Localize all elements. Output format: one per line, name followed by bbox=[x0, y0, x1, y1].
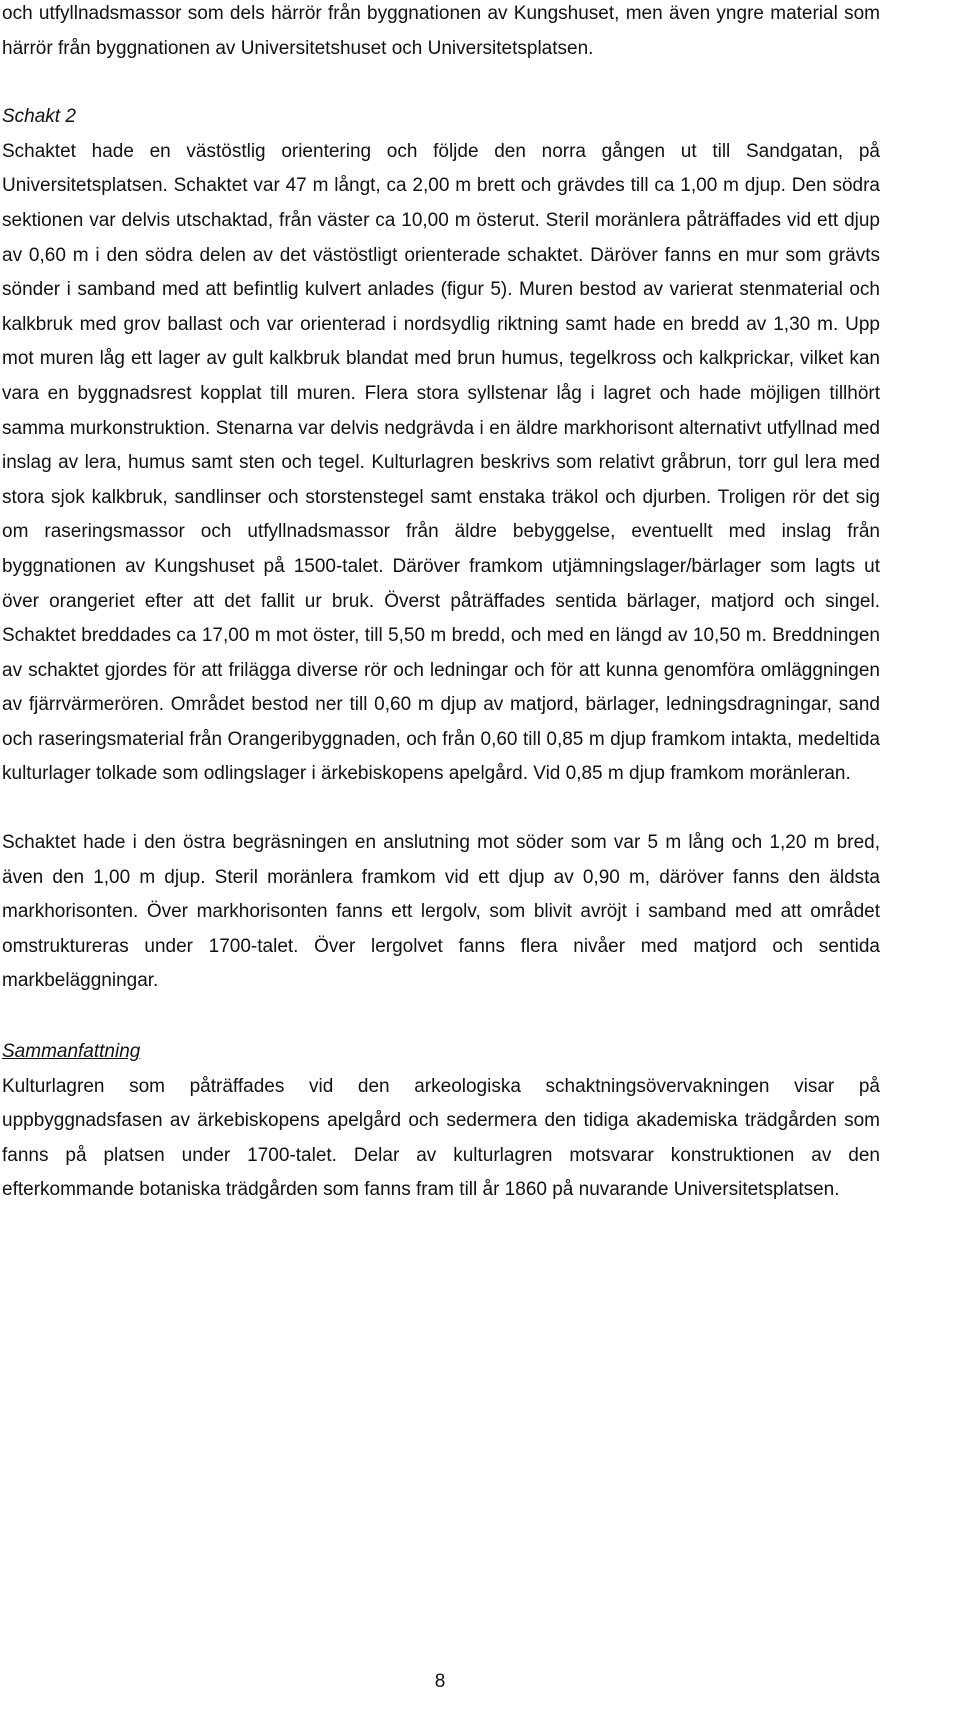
eastern-extension-paragraph: Schaktet hade i den östra begräsningen en anslutning mot söder som var 5 m lång och 1,20 m bred, även den 1,00 m djup. Steril moränlera framkom vid ett djup av 0,90 m, däröver fanns den äldsta markhorisonten. Över markhorisonten fanns ett lergolv, som blivit avröjt i samband med att området omstruktureras under 1700-talet. Över lergolvet fanns flera nivåer med matjord och sentida markbeläggningar. bbox=[2, 832, 880, 992]
section-heading-schakt-2: Schakt 2 bbox=[2, 106, 76, 128]
spacer bbox=[2, 792, 880, 826]
spacer bbox=[2, 66, 880, 100]
summary-paragraph: Kulturlagren som påträffades vid den arkeologiska schaktningsövervakningen visar på uppbyggnadsfasen av ärkebiskopens apelgård och sedermera den tidiga akademiska trädgården som fanns på platsen under 1700-talet. Delar av kulturlagren motsvarar konstruktionen av den efterkommande botaniska trädgården som fanns fram till år 1860 på nuvarande Universitetsplatsen. bbox=[2, 1075, 880, 1201]
schakt-2-paragraph: Schaktet hade en västöstlig orientering och följde den norra gången ut till Sandgatan, på Universitetsplatsen. Schaktet var 47 m långt, ca 2,00 m brett och grävdes till ca 1,00 m djup. Den södra sektionen var delvis utschaktad, från väster ca 10,00 m österut. Steril moränlera påträffades vid ett djup av 0,60 m i den södra delen av det västöstligt orienterade schaktet. Däröver fanns en mur som grävts sönder i samband med att befintlig kulvert anlades (figur 5). Muren bestod av varierat stenmaterial och kalkbruk med grov ballast och var orienterad i nordsydlig riktning samt hade en bredd av 1,30 m. Upp mot muren låg ett lager av gult kalkbruk blandat med brun humus, tegelkross och kalkprickar, vilket kan vara en byggnadsrest kopplat till muren. Flera stora syllstenar låg i lagret och hade möjligen tillhört samma murkonstruktion. Stenarna var delvis nedgrävda i en äldre markhorisont alternativt utfyllnad med inslag av lera, humus samt sten och tegel. Kulturlagren beskrivs som relativt gråbrun, torr gul lera med stora sjok kalkbruk, sandlinser och storstenstegel samt enstaka träkol och djurben. Troligen rör det sig om raseringsmassor och utfyllnadsmassor från äldre bebyggelse, eventuellt med inslag från byggnationen av Kungshuset på 1500-talet. Däröver framkom utjämningslager/bärlager som lagts ut över orangeriet efter att det fallit ur bruk. Överst påträffades sentida bärlager, matjord och singel. Schaktet breddades ca 17,00 m mot öster, till 5,50 m bredd, och med en längd av 10,50 m. Breddningen av schaktet gjordes för att frilägga diverse rör och ledningar och för att kunna genomföra omläggningen av fjärrvärmerören. Området bestod ner till 0,60 m djup av matjord, bärlager, ledningsdragningar, sand och raseringsmaterial från Orangeribyggnaden, och från 0,60 till 0,85 m djup framkom intakta, medeltida kulturlager tolkade som odlingslager i ärkebiskopens apelgård. Vid 0,85 m djup framkom moränleran. bbox=[2, 140, 880, 785]
section-heading-summary: Sammanfattning bbox=[2, 1041, 141, 1063]
spacer bbox=[2, 999, 880, 1035]
page-number: 8 bbox=[434, 1671, 446, 1692]
document-body bbox=[2, 0, 880, 1208]
intro-paragraph: och utfyllnadsmassor som dels härrör från byggnationen av Kungshuset, men även yngre material som härrör från byggnationen av Universitetshuset och Universitetsplatsen. bbox=[2, 3, 880, 59]
